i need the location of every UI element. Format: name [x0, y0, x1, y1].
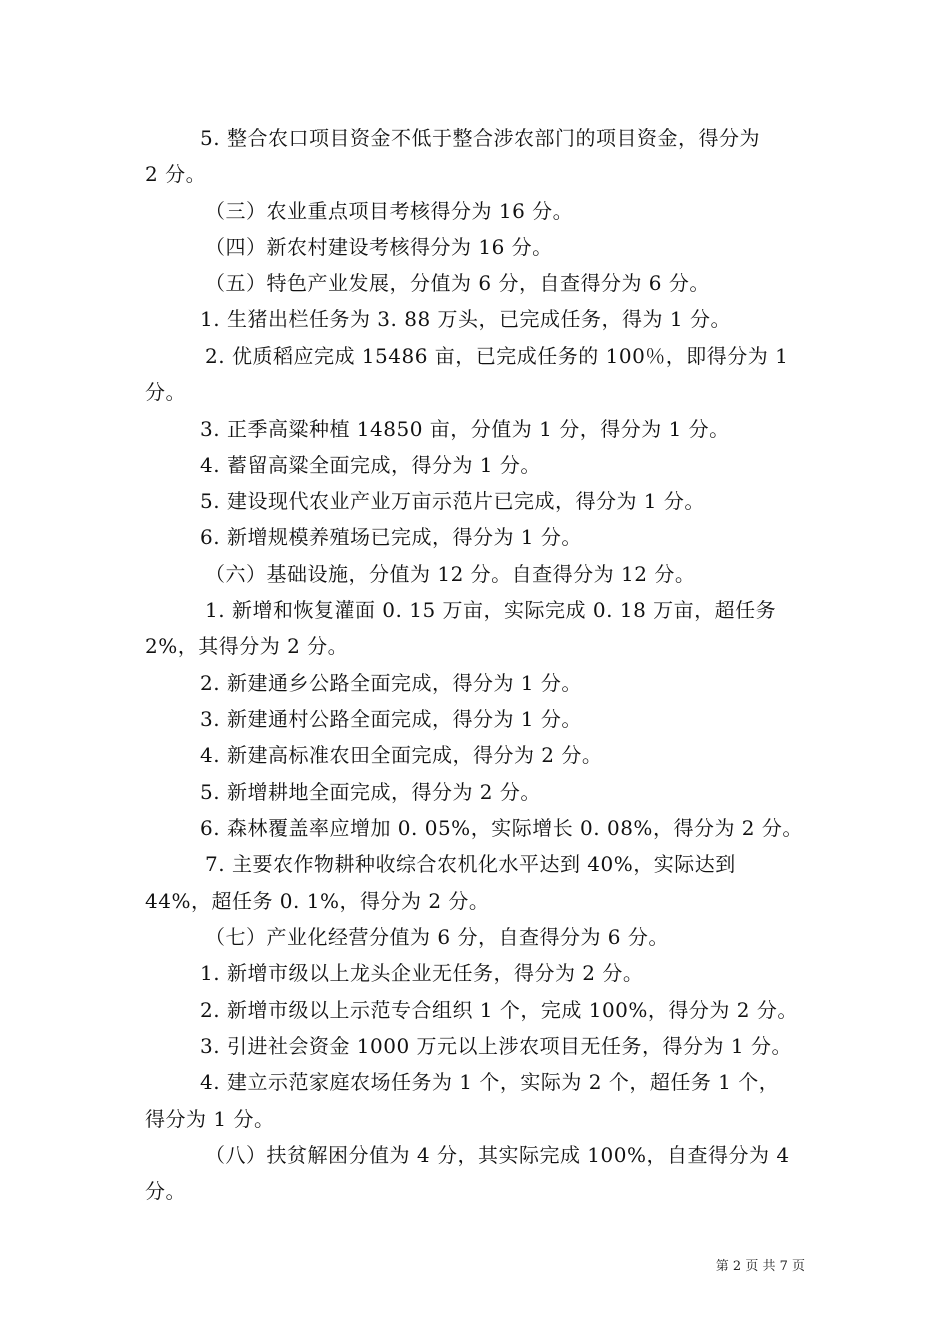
section-heading: （六）基础设施，分值为 12 分。自查得分为 12 分。: [205, 562, 696, 586]
paragraph-line: 3. 新建通村公路全面完成，得分为 1 分。: [200, 707, 582, 731]
paragraph-line: 5. 整合农口项目资金不低于整合涉农部门的项目资金，得分为: [200, 126, 760, 150]
section-heading: （五）特色产业发展，分值为 6 分，自查得分为 6 分。: [205, 271, 710, 295]
paragraph-line: 5. 新增耕地全面完成，得分为 2 分。: [200, 780, 541, 804]
section-heading: （四）新农村建设考核得分为 16 分。: [205, 235, 553, 259]
paragraph-line: 7. 主要农作物耕种收综合农机化水平达到 40%，实际达到: [205, 852, 736, 876]
paragraph-line: 1. 生猪出栏任务为 3. 88 万头，已完成任务，得为 1 分。: [200, 307, 731, 331]
paragraph-line: 得分为 1 分。: [145, 1107, 275, 1131]
paragraph-line: 1. 新增和恢复灌面 0. 15 万亩，实际完成 0. 18 万亩，超任务: [205, 598, 777, 622]
paragraph-line: 2 分。: [145, 162, 207, 186]
paragraph-line: 5. 建设现代农业产业万亩示范片已完成，得分为 1 分。: [200, 489, 705, 513]
paragraph-line: 3. 正季高粱种植 14850 亩，分值为 1 分，得分为 1 分。: [200, 417, 730, 441]
paragraph-line: 2. 新建通乡公路全面完成，得分为 1 分。: [200, 671, 582, 695]
paragraph-line: 4. 建立示范家庭农场任务为 1 个，实际为 2 个，超任务 1 个，: [200, 1070, 780, 1094]
paragraph-line: 4. 新建高标准农田全面完成，得分为 2 分。: [200, 743, 603, 767]
paragraph-line: 6. 森林覆盖率应增加 0. 05%，实际增长 0. 08%，得分为 2 分。: [200, 816, 803, 840]
paragraph-line: 分。: [145, 1179, 186, 1203]
paragraph-line: 4. 蓄留高粱全面完成，得分为 1 分。: [200, 453, 541, 477]
paragraph-line: 3. 引进社会资金 1000 万元以上涉农项目无任务，得分为 1 分。: [200, 1034, 792, 1058]
section-heading: （八）扶贫解困分值为 4 分，其实际完成 100%，自查得分为 4: [205, 1143, 790, 1167]
paragraph-line: 2%，其得分为 2 分。: [145, 634, 349, 658]
paragraph-line: 2. 新增市级以上示范专合组织 1 个，完成 100%，得分为 2 分。: [200, 998, 798, 1022]
section-heading: （三）农业重点项目考核得分为 16 分。: [205, 199, 574, 223]
section-heading: （七）产业化经营分值为 6 分，自查得分为 6 分。: [205, 925, 669, 949]
page-number: 第 2 页 共 7 页: [715, 1259, 805, 1274]
paragraph-line: 6. 新增规模养殖场已完成，得分为 1 分。: [200, 525, 582, 549]
paragraph-line: 2. 优质稻应完成 15486 亩，已完成任务的 100％，即得分为 1: [205, 344, 789, 368]
paragraph-line: 分。: [145, 380, 186, 404]
paragraph-line: 44%，超任务 0. 1%，得分为 2 分。: [145, 889, 490, 913]
paragraph-line: 1. 新增市级以上龙头企业无任务，得分为 2 分。: [200, 961, 644, 985]
